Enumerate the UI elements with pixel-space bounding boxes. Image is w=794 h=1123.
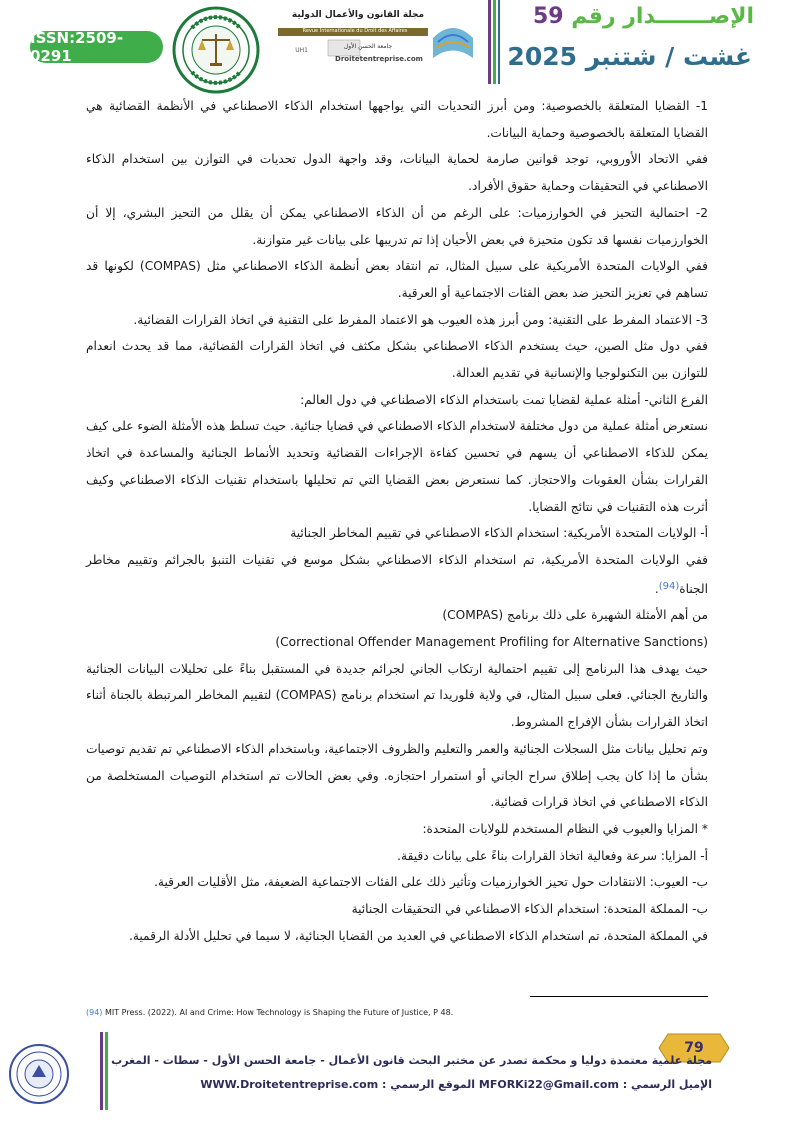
footer-divider xyxy=(100,1032,108,1110)
page-number: 79 xyxy=(684,1040,704,1056)
paragraph: ففي الاتحاد الأوروبي، توجد قوانين صارمة لحماية البيانات، وقد واجهة الدول تحديات في التوازن بين استخدام الذكاء الاصطناعي في التحقيقات وحماية حقوق الأفراد. xyxy=(86,152,708,194)
email-link[interactable]: MFORKi22@Gmail.com xyxy=(478,1078,619,1091)
paragraph-us-text: ففي الولايات المتحدة الأمريكية، تم استخدام الذكاء الاصطناعي بشكل موسع في تقنيات التنبؤ بالجرائم وتقييم مخاطر الجناة xyxy=(86,552,708,596)
university-name: جامعة الحسن الأول xyxy=(343,43,393,50)
footer-contact xyxy=(112,1078,712,1091)
issue-label: الإصـــــــدار رقم xyxy=(571,4,754,29)
compas-intro: من أهم الأمثلة الشهيرة على ذلك برنامج (COMPAS) xyxy=(442,608,708,623)
email-label: الإميل الرسمي : xyxy=(622,1078,712,1091)
footnote-number: (94) xyxy=(86,1008,103,1017)
list-heading: * المزايا والعيوب في النظام المستخدم للولايات المتحدة: xyxy=(422,821,708,836)
paragraph: وتم تحليل بيانات مثل السجلات الجنائية والعمر والتعليم والظروف الاجتماعية، وباستخدام الذكاء الاصطناعي تم تقديم توصيات بشأن ما إذا كان يجب إطلاق سراح الجاني أو استمرار احتجازه. وفي بعض الحالات تم استخدام التوصيات المستخلصة من الذكاء الاصطناعي في اتخاذ قرارات قضائية. xyxy=(86,741,708,810)
svg-text:UH1: UH1 xyxy=(295,47,308,54)
seal-logo xyxy=(8,1043,70,1105)
paragraph-us xyxy=(86,547,708,602)
site-link[interactable]: WWW.Droitetentreprise.com xyxy=(200,1078,379,1091)
paragraph: 2- احتمالية التحيز في الخوارزميات: على الرغم من أن الذكاء الاصطناعي يمكن أن يقلل من التحيز البشري، إلا أن الخوارزميات نفسها قد تكون متحيزة في بعض الأحيان إذا تم تدريبها على بيانات غير متوازنة. xyxy=(86,205,708,247)
issue-heading xyxy=(514,4,754,29)
paragraph: ففي الولايات المتحدة الأمريكية على سبيل المثال، تم انتقاد بعض أنظمة الذكاء الاصطناعي مثل (COMPAS) لكونها قد تساهم في تعزيز التحيز ضد بعض الفئات الاجتماعية أو العرقية. xyxy=(86,259,708,300)
footnote-text: MIT Press. (2022). AI and Crime: How Technology is Shaping the Future of Justice, P 48. xyxy=(102,1008,454,1017)
header-divider xyxy=(488,0,500,84)
paragraph: 3- الاعتماد المفرط على التقنية: ومن أبرز هذه العيوب هو الاعتماد المفرط على التقنية في اتخاذ القرارات القضائية. xyxy=(133,312,708,327)
subsection-heading: أ- الولايات المتحدة الأمريكية: استخدام الذكاء الاصطناعي في تقييم المخاطر الجنائية xyxy=(290,526,708,541)
issue-number: 59 xyxy=(532,4,564,29)
site-label: الموقع الرسمي : xyxy=(382,1078,476,1091)
list-item: أ- المزايا: سرعة وفعالية اتخاذ القرارات بناءً على بيانات دقيقة. xyxy=(397,848,708,863)
paragraph: نستعرض أمثلة عملية من دول مختلفة لاستخدام الذكاء الاصطناعي في قضايا جنائية. حيث تسلط هذه الأمثلة الضوء على كيف يمكن للذكاء الاصطناعي أن يسهم في تحسين كفاءة الإجراءات القضائية وتحديد الأنماط الجنائية والمساعدة في اتخاذ القرارات بشأن العقوبات والاحتجاز. كما نستعرض بعض القضايا التي تم تحليلها باستخدام تقنيات الذكاء الاصطناعي وكيف أثرت هذه التقنيات في نتائج القضايا. xyxy=(86,419,708,514)
paragraph: ففي دول مثل الصين، حيث يستخدم الذكاء الاصطناعي بشكل مكثف في اتخاذ القرارات القضائية، مما قد يحدث انعدام للتوازن بين التكنولوجيا والإنسانية في تقديم العدالة. xyxy=(86,339,708,381)
article-body xyxy=(86,93,708,950)
section-heading: الفرع الثاني- أمثلة عملية لقضايا تمت باستخدام الذكاء الاصطناعي في دول العالم: xyxy=(300,392,708,407)
journal-subtitle: Revue Internationale du Droit des Affaires xyxy=(302,28,408,34)
paragraph: في المملكة المتحدة، تم استخدام الذكاء الاصطناعي في العديد من القضايا الجنائية، لا سيما في تحليل الأدلة الرقمية. xyxy=(128,928,708,943)
footnote xyxy=(86,1008,708,1017)
paragraph: 1- القضايا المتعلقة بالخصوصية: ومن أبرز التحديات التي يواجهها استخدام الذكاء الاصطناعي في الأنظمة القضائية هي القضايا المتعلقة بالخصوصية وحماية البيانات. xyxy=(86,99,708,140)
compas-expansion: (Correctional Offender Management Profiling for Alternative Sanctions) xyxy=(275,635,708,650)
footnote-rule xyxy=(530,996,708,997)
list-item: ب- العيوب: الانتقادات حول تحيز الخوارزميات وتأثير ذلك على الفئات الاجتماعية الضعيفة، مثل الأقليات العرقية. xyxy=(154,875,708,890)
journal-website: Droitetentreprise.com xyxy=(335,55,423,63)
issue-date: غشت / شتنبر 2025 xyxy=(507,42,752,71)
issn-badge: ISSN:2509-0291 xyxy=(30,31,163,63)
footer-description: مجلة علمية معتمدة دوليا و محكمة تصدر عن مختبر البحث قانون الأعمال - جامعة الحسن الأول - سطات - المغرب xyxy=(111,1054,712,1067)
paragraph: حيث يهدف هذا البرنامج إلى تقييم احتمالية ارتكاب الجاني لجرائم جديدة في المستقبل بناءً على تحليلات البيانات الجنائية والتاريخ الجنائي. فعلى سبيل المثال، في ولاية فلوريدا تم استخدام برنامج (COMPAS) لتقييم المخاطر المرتبطة بالجناة أثناء اتخاذ القرارات بشأن الإفراج المشروط. xyxy=(86,661,709,730)
paragraph-us-end: . xyxy=(654,581,659,596)
journal-name: مجلة القانون والأعمال الدولية xyxy=(291,10,425,20)
lab-logo-round xyxy=(172,6,260,94)
footnote-ref[interactable]: (94) xyxy=(658,580,680,592)
subsection-heading: ب- المملكة المتحدة: استخدام الذكاء الاصطناعي في التحقيقات الجنائية xyxy=(351,902,708,917)
